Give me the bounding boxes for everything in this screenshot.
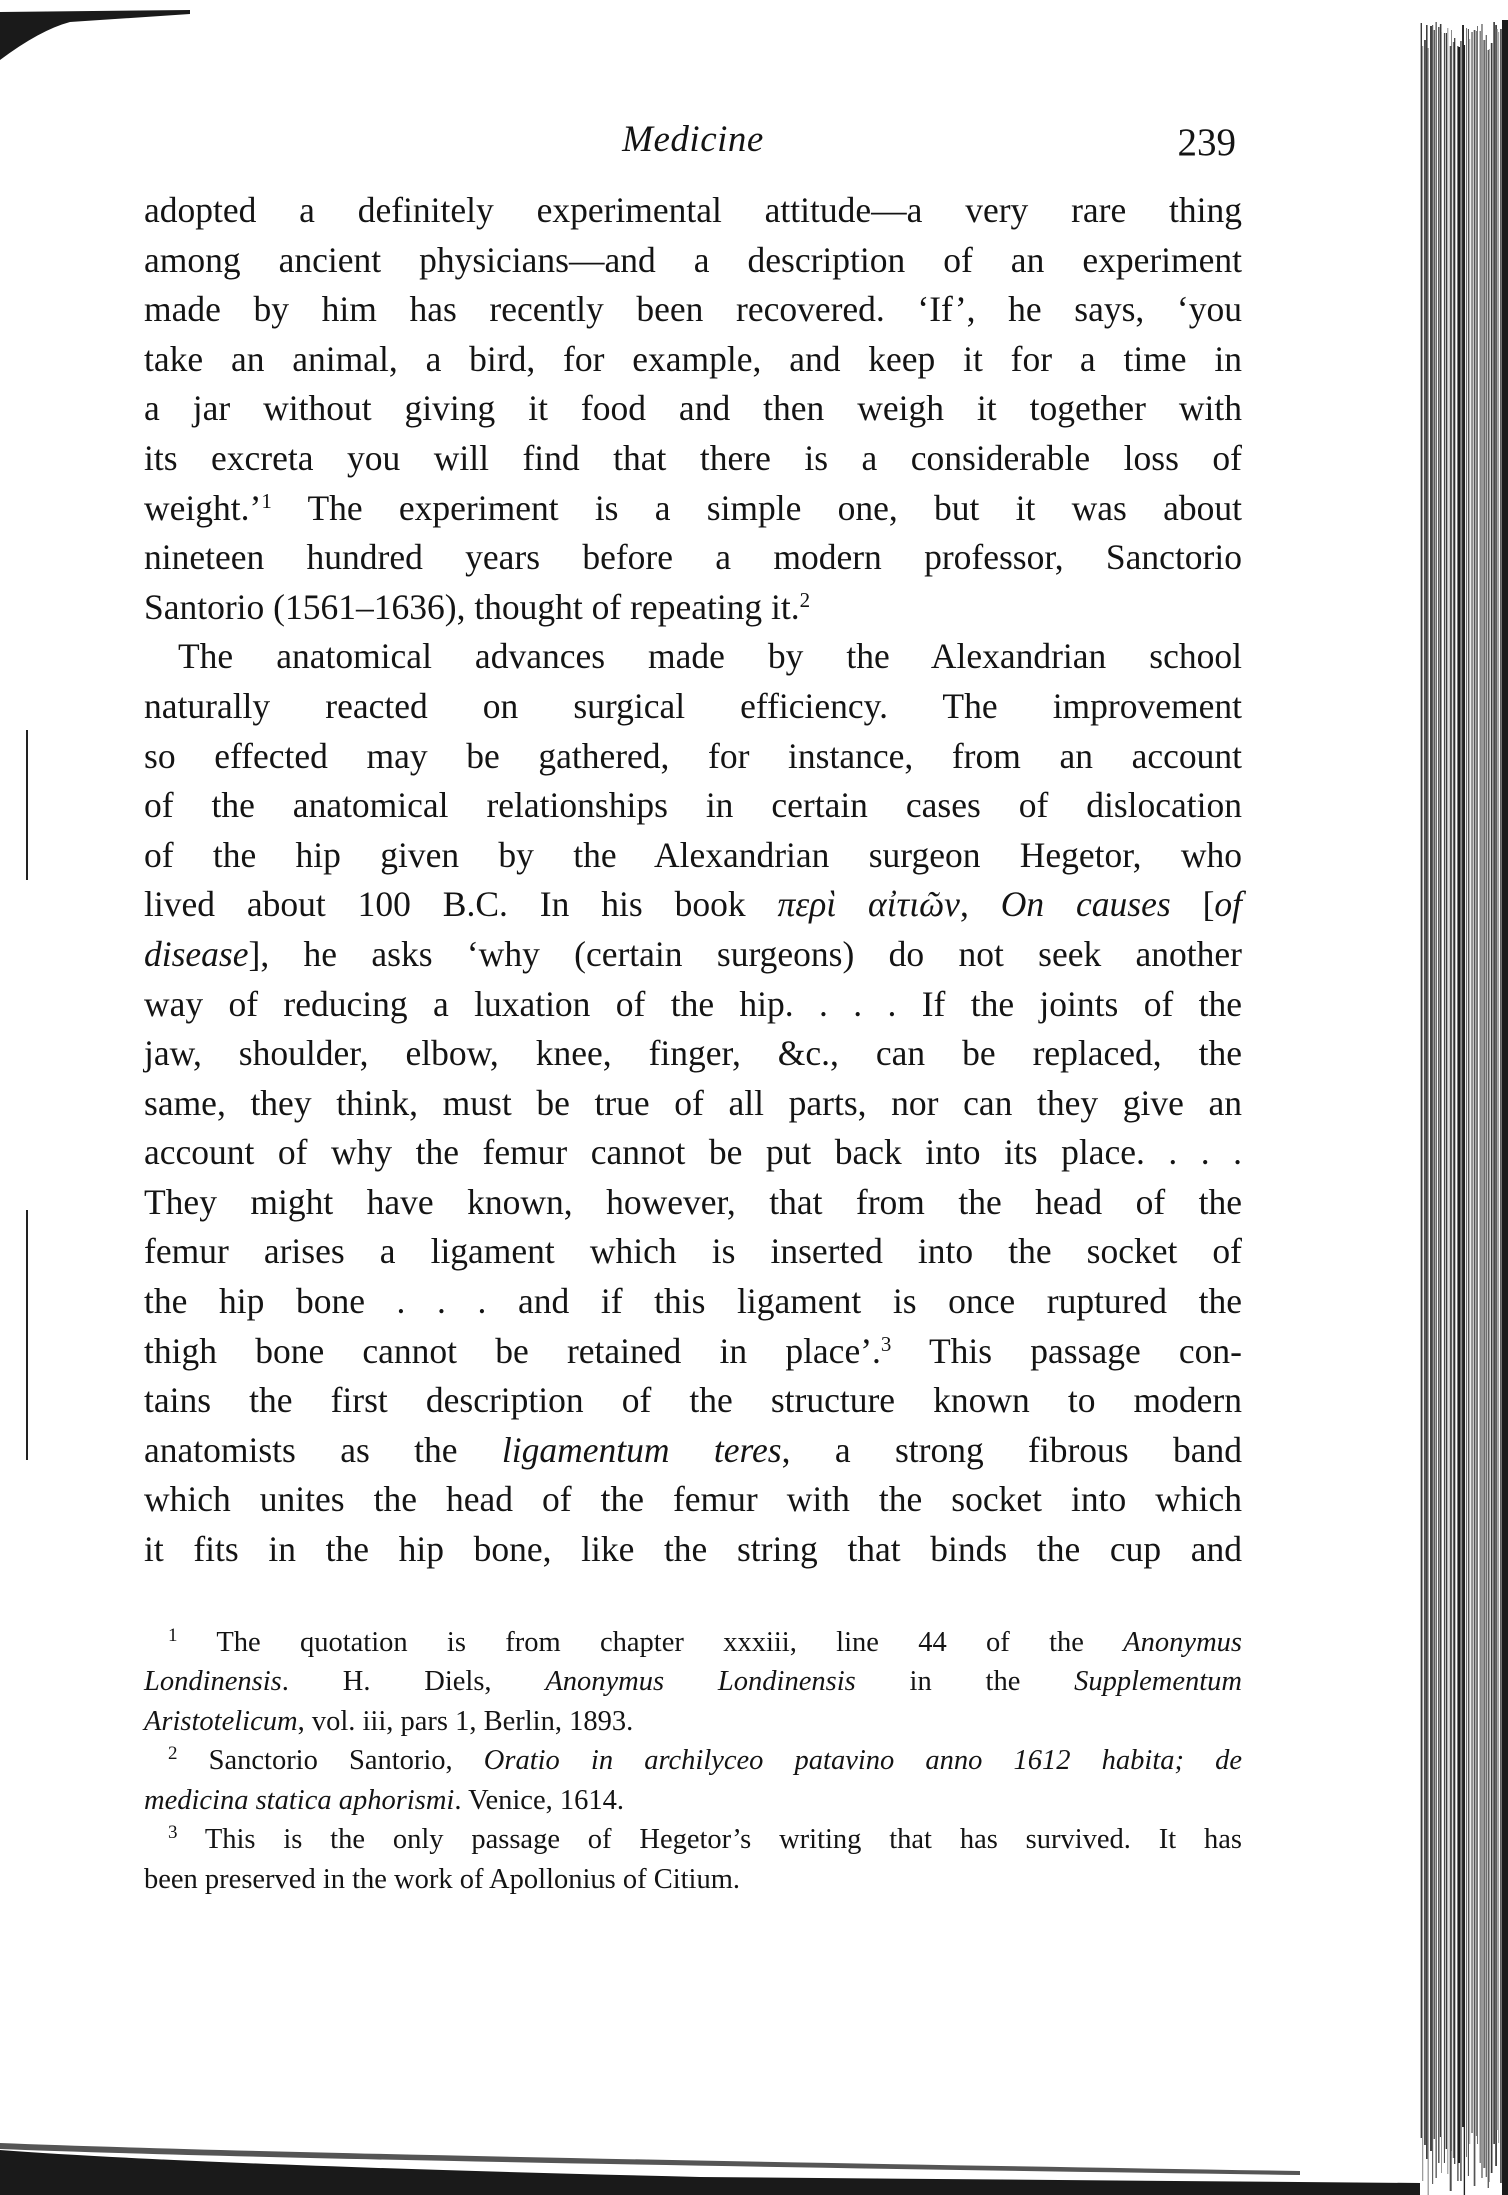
- text-run: The quotation is from chapter xxxiii, line 44 of the: [177, 1626, 1124, 1658]
- text-run: The experiment is a simple one, but it was about: [271, 487, 1242, 528]
- body-line: [144, 335, 1242, 385]
- text-run: account of why the femur cannot be put back into its place. . . .: [144, 1132, 1242, 1173]
- body-line: [144, 1327, 1242, 1377]
- body-line: [144, 1079, 1242, 1129]
- running-title: Medicine: [622, 119, 764, 160]
- italic-text: Londinensis: [144, 1666, 282, 1698]
- text-run: which unites the head of the femur with the socket into which: [144, 1479, 1242, 1520]
- footnote-reference: 2: [799, 587, 811, 612]
- footnote-line: [144, 1623, 1242, 1663]
- body-line: [144, 632, 1242, 682]
- text-run: . H. Diels,: [281, 1666, 546, 1698]
- body-line: [144, 980, 1242, 1030]
- body-line: [144, 1178, 1242, 1228]
- text-run: weight.’: [144, 487, 262, 528]
- body-text: [144, 186, 1242, 1575]
- margin-tick-mark: [26, 730, 28, 880]
- body-line: [144, 1277, 1242, 1327]
- italic-text: περὶ αἰτιῶν: [777, 884, 960, 925]
- body-line: [144, 930, 1242, 980]
- body-line: [144, 831, 1242, 881]
- text-run: nineteen hundred years before a modern professor, Sanctorio: [144, 537, 1242, 578]
- book-page: [144, 118, 1242, 1899]
- footnote-reference: 1: [168, 1624, 178, 1646]
- text-run: the hip bone . . . and if this ligament is once ruptured the: [144, 1281, 1242, 1322]
- text-run: been preserved in the work of Apollonius of Citium.: [144, 1863, 741, 1895]
- italic-text: On causes: [1000, 884, 1171, 925]
- text-run: tains the first description of the structure known to modern: [144, 1380, 1242, 1421]
- body-line: [144, 236, 1242, 286]
- body-line: [144, 583, 1242, 633]
- italic-text: Anonymus: [1123, 1626, 1242, 1658]
- footnotes: [144, 1623, 1242, 1900]
- text-run: a jar without giving it food and then weigh it together with: [144, 388, 1242, 429]
- page-number: 239: [1177, 121, 1236, 164]
- body-line: [144, 1475, 1242, 1525]
- text-run: thigh bone cannot be retained in place’.: [144, 1330, 881, 1371]
- text-run: , vol. iii, pars 1, Berlin, 1893.: [297, 1705, 634, 1737]
- body-line: [144, 781, 1242, 831]
- italic-text: Supplementum: [1074, 1666, 1242, 1698]
- text-run: it fits in the hip bone, like the string that binds the cup and: [144, 1529, 1242, 1570]
- book-edge-stripes: [1398, 20, 1508, 2195]
- text-run: adopted a definitely experimental attitude—a very rare thing: [144, 190, 1242, 230]
- footnote-reference: 2: [168, 1743, 178, 1765]
- body-line: [144, 1426, 1242, 1476]
- text-run: made by him has recently been recovered. ‘If’, he says, ‘you: [144, 289, 1242, 330]
- text-run: take an animal, a bird, for example, and keep it for a time in: [144, 338, 1242, 379]
- italic-text: of: [1214, 884, 1243, 925]
- footnote-line: [144, 1741, 1242, 1781]
- body-line: [144, 285, 1242, 335]
- footnote-reference: 3: [880, 1331, 892, 1356]
- running-head: [144, 118, 1242, 178]
- body-line: [144, 384, 1242, 434]
- footnote-reference: 3: [168, 1822, 178, 1844]
- scan-corner-mark: [0, 0, 190, 70]
- body-line: [144, 1128, 1242, 1178]
- text-run: jaw, shoulder, elbow, knee, finger, &c., can be replaced, the: [144, 1033, 1242, 1074]
- text-run: ], he asks ‘why (certain surgeons) do not seek another: [248, 933, 1242, 974]
- body-line: [144, 1376, 1242, 1426]
- italic-text: medicina statica aphorismi: [144, 1784, 455, 1816]
- text-run: of the hip given by the Alexandrian surgeon Hegetor, who: [144, 834, 1242, 875]
- body-line: [144, 1029, 1242, 1079]
- footnote-reference: 1: [261, 488, 272, 513]
- body-line: [144, 186, 1242, 236]
- footnote-line: [144, 1860, 1242, 1900]
- scan-bottom-shadow: [0, 2095, 1508, 2195]
- text-run: ,: [959, 884, 1001, 925]
- footnote-line: [144, 1820, 1242, 1860]
- text-run: of the anatomical relationships in certain cases of dislocation: [144, 785, 1242, 826]
- text-run: [: [1170, 884, 1215, 925]
- footnote-line: [144, 1781, 1242, 1821]
- text-run: . Venice, 1614.: [454, 1784, 624, 1816]
- body-line: [144, 484, 1242, 534]
- text-run: This is the only passage of Hegetor’s writing that has survived. It has: [177, 1824, 1242, 1856]
- italic-text: ligamentum teres: [501, 1429, 782, 1470]
- text-run: same, they think, must be true of all parts, nor can they give an: [144, 1082, 1242, 1123]
- footnote-line: [144, 1662, 1242, 1702]
- footnote-line: [144, 1702, 1242, 1742]
- body-line: [144, 1525, 1242, 1575]
- italic-text: Oratio in archilyceo patavino anno 1612 habita; de: [483, 1745, 1242, 1777]
- text-run: The anatomical advances made by the Alexandrian school: [178, 636, 1242, 677]
- text-run: among ancient physicians—and a description of an experiment: [144, 239, 1242, 280]
- body-line: [144, 880, 1242, 930]
- italic-text: disease: [144, 933, 249, 974]
- text-run: This passage con-: [891, 1330, 1242, 1371]
- italic-text: Aristotelicum: [144, 1705, 298, 1737]
- text-run: Santorio (1561–1636), thought of repeating it.: [144, 586, 800, 627]
- text-run: Sanctorio Santorio,: [177, 1745, 484, 1777]
- text-run: They might have known, however, that from the head of the: [144, 1181, 1242, 1222]
- text-run: femur arises a ligament which is inserted into the socket of: [144, 1231, 1242, 1272]
- text-run: lived about 100 B.C. In his book: [144, 884, 778, 925]
- body-line: [144, 1227, 1242, 1277]
- text-run: way of reducing a luxation of the hip. . . . If the joints of the: [144, 983, 1242, 1024]
- text-run: anatomists as the: [144, 1429, 502, 1470]
- text-run: naturally reacted on surgical efficiency. The improvement: [144, 685, 1242, 726]
- body-line: [144, 682, 1242, 732]
- text-run: , a strong fibrous band: [781, 1429, 1242, 1470]
- text-run: so effected may be gathered, for instance, from an account: [144, 735, 1242, 776]
- margin-tick-mark: [26, 1210, 28, 1460]
- body-line: [144, 732, 1242, 782]
- body-line: [144, 533, 1242, 583]
- text-run: in the: [855, 1666, 1075, 1698]
- italic-text: Anonymus Londinensis: [545, 1666, 856, 1698]
- text-run: its excreta you will find that there is a considerable loss of: [144, 437, 1242, 478]
- body-line: [144, 434, 1242, 484]
